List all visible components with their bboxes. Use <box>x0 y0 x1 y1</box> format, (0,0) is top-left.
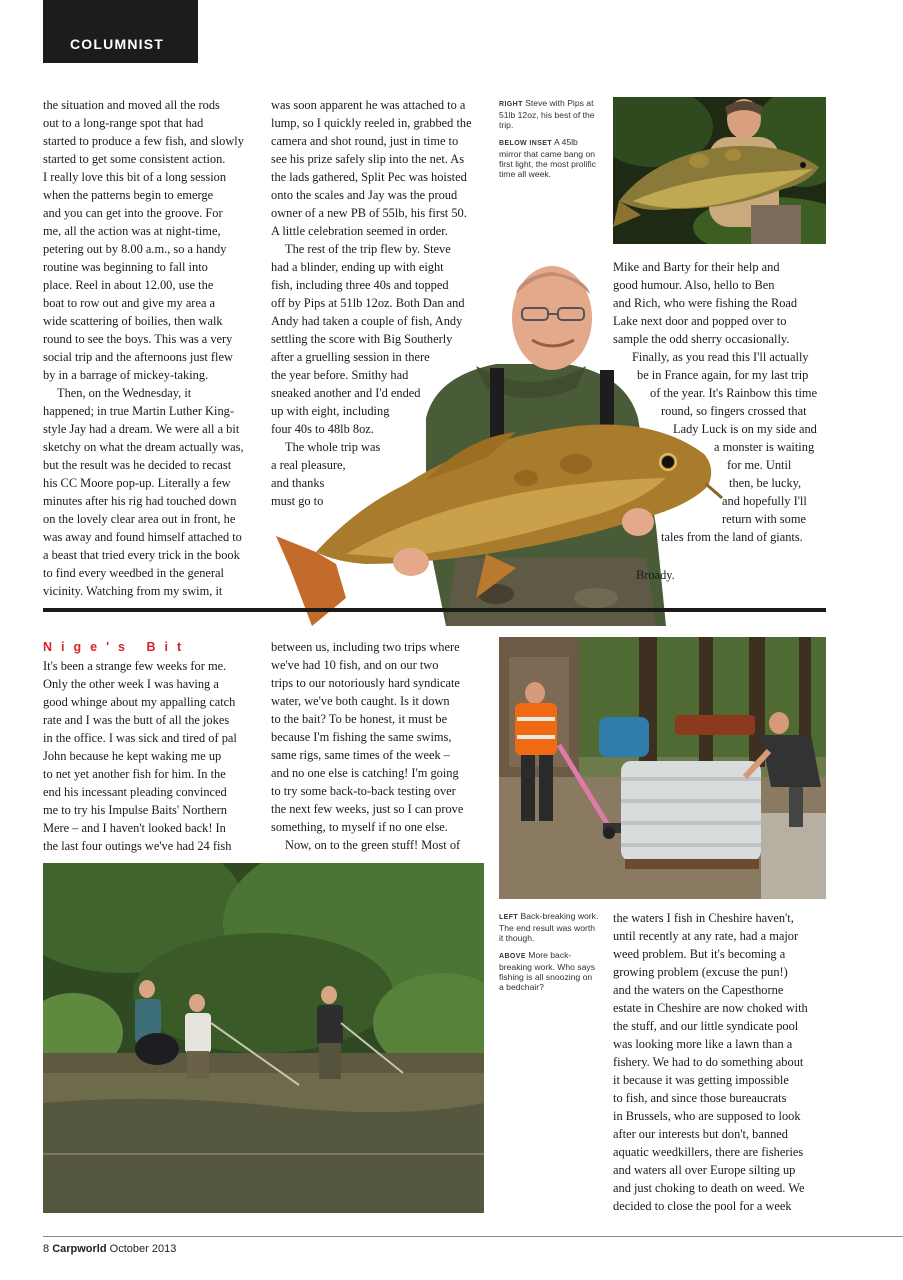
magazine-brand: Carpworld <box>52 1243 107 1255</box>
col-b-line: the lads gathered, Split Pec was hoisted <box>271 170 467 184</box>
col-d-line: me to try his Impulse Baits' Northern <box>43 803 227 817</box>
col-f-line: fishery. We had to do something about <box>613 1055 804 1069</box>
col-a-line: Then, on the Wednesday, it <box>57 386 192 400</box>
col-a-line: out to a long-range spot that had <box>43 116 204 130</box>
col-b-line: lump, so I quickly reeled in, grabbed the <box>271 116 472 130</box>
column-c <box>613 258 828 546</box>
col-d-line: Mere – and I haven't looked back! In <box>43 821 226 835</box>
col-b-line: four 40s to 48lb 8oz. <box>271 422 374 436</box>
col-c-line: round, so fingers crossed that <box>661 404 807 418</box>
caption-right <box>499 98 599 130</box>
col-a-line: style Jay had a dream. We were all a bit <box>43 422 240 436</box>
col-b-line: see his prize safely slip into the net. As <box>271 152 465 166</box>
col-d-line: rate and I was the butt of all the jokes <box>43 713 230 727</box>
col-e-line: Now, on to the green stuff! Most of <box>285 838 461 852</box>
col-c-line: sample the odd sherry occasionally. <box>613 332 790 346</box>
col-e-line: something, to myself if no one else. <box>271 820 448 834</box>
col-f-line: was looking more like a lawn than a <box>613 1037 793 1051</box>
col-d-line: to net yet another fish for him. In the <box>43 767 226 781</box>
col-c-line: Lady Luck is on my side and <box>673 422 817 436</box>
col-b-line: sneaked another and I'd ended <box>271 386 421 400</box>
col-a-line: the situation and moved all the rods <box>43 98 220 112</box>
col-b-line: off by Pips at 51lb 12oz. Both Dan and <box>271 296 465 310</box>
caption-left-text: Back-breaking work. The end result was worth it though. <box>499 911 599 943</box>
col-c-line: then, be lucky, <box>729 476 802 490</box>
col-f-line: estate in Cheshire are now choked with <box>613 1001 808 1015</box>
col-a-line: social trip and the afternoons just flew <box>43 350 233 364</box>
col-b-line: The whole trip was <box>285 440 381 454</box>
photo-weed-clearing-river <box>43 863 484 1213</box>
col-b-line: had a blinder, ending up with eight <box>271 260 444 274</box>
col-a-line: started to get some consistent action. <box>43 152 226 166</box>
col-a-line: but the result was he decided to recast <box>43 458 232 472</box>
footer-rule <box>43 1236 903 1237</box>
col-a-line: on the lovely clear area out in front, he <box>43 512 236 526</box>
col-a-line: I really love this bit of a long session <box>43 170 227 184</box>
col-e-line: to try some back-to-back testing over <box>271 784 456 798</box>
col-a-line: boat to row out and give my area a <box>43 296 216 310</box>
col-e-line: to the bait? To be honest, it must be <box>271 712 448 726</box>
col-f-line: it because it was getting impossible <box>613 1073 789 1087</box>
col-a-line: petering out by 8.00 a.m., so a handy <box>43 242 227 256</box>
col-e-line: and no one else is catching! I'm going <box>271 766 459 780</box>
col-a-line: wide scattering of boilies, then walk <box>43 314 223 328</box>
col-e-line: because I'm fishing the same swims, <box>271 730 452 744</box>
column-d <box>43 638 258 855</box>
caption-left-tag: LEFT <box>499 914 519 921</box>
col-f-line: the stuff, and our little syndicate pool <box>613 1019 799 1033</box>
col-d-line: the last four outings we've had 24 fish <box>43 839 232 853</box>
section-title: Nige's Bit <box>43 640 191 654</box>
issue-date: October 2013 <box>109 1243 177 1255</box>
col-a-line: me, all the action was at night-time, <box>43 224 221 238</box>
page-number: 8 <box>43 1243 50 1255</box>
col-e-line: water, we've both caught. Is it down <box>271 694 450 708</box>
col-f-line: after our interests but don't, banned <box>613 1127 788 1141</box>
col-a-line: his CC Moore pop-up. Literally a few <box>43 476 231 490</box>
col-d-line: It's been a strange few weeks for me. <box>43 659 227 673</box>
col-b-line: onto the scales and Jay was the proud <box>271 188 458 202</box>
col-f-line: the waters I fish in Cheshire haven't, <box>613 911 794 925</box>
col-f-line: until recently at any rate, had a major <box>613 929 799 943</box>
section-tab <box>43 0 198 63</box>
caption-inset-tag: BELOW INSET <box>499 140 553 147</box>
col-a-line: round to see the boys. This was a very <box>43 332 233 346</box>
column-a <box>43 96 258 600</box>
col-c-line: Mike and Barty for their help and <box>613 260 780 274</box>
col-c-line: of the year. It's Rainbow this time <box>650 386 818 400</box>
col-b-line: must go to <box>271 494 324 508</box>
col-f-line: aquatic weedkillers, there are fisheries <box>613 1145 804 1159</box>
col-f-line: weed problem. But it's becoming a <box>613 947 786 961</box>
col-d-line: end his incessant pleading convinced <box>43 785 227 799</box>
col-c-line: Lake next door and popped over to <box>613 314 787 328</box>
col-a-line: to find every weedbed in the general <box>43 566 224 580</box>
col-e-line: between us, including two trips where <box>271 640 460 654</box>
col-a-line: vicinity. Watching from my swim, it <box>43 584 223 598</box>
col-c-line: and hopefully I'll <box>722 494 807 508</box>
section-tab-label: COLUMNIST <box>70 36 165 52</box>
col-b-line: Andy had taken a couple of fish, Andy <box>271 314 463 328</box>
col-f-line: and waters all over Europe silting up <box>613 1163 796 1177</box>
col-b-line: a real pleasure, <box>271 458 346 472</box>
col-d-line: Only the other week I was having a <box>43 677 219 691</box>
caption-above <box>499 950 599 992</box>
col-b-line: A little celebration seemed in order. <box>271 224 448 238</box>
col-d-line: John because he kept waking me up <box>43 749 222 763</box>
col-c-line: Finally, as you read this I'll actually <box>632 350 809 364</box>
col-c-line: and Rich, who were fishing the Road <box>613 296 798 310</box>
caption-above-text: More back-breaking work. Who says fishing is all snoozing on a bedchair? <box>499 950 595 992</box>
col-a-line: when the patterns begin to emerge <box>43 188 214 202</box>
col-f-line: to fish, and since those bureaucrats <box>613 1091 787 1105</box>
page-footer <box>43 1243 176 1255</box>
col-a-line: minutes after his rig had touched down <box>43 494 237 508</box>
col-a-line: routine was beginning to fall into <box>43 260 208 274</box>
col-e-line: trips to our notoriously hard syndicate <box>271 676 460 690</box>
caption-above-tag: ABOVE <box>499 953 526 960</box>
col-b-line: after a gruelling session in there <box>271 350 430 364</box>
col-d-line: in the office. I was sick and tired of pal <box>43 731 237 745</box>
col-a-line: place. Reel in about 12.00, use the <box>43 278 214 292</box>
inset-photo-45lb-mirror <box>613 97 826 244</box>
col-e-line: same rigs, same times of the week – <box>271 748 450 762</box>
col-a-line: and you can get into the groove. For <box>43 206 223 220</box>
col-b-line: up with eight, including <box>271 404 390 418</box>
column-e <box>271 638 481 854</box>
col-a-line: a beast that tried every trick in the book <box>43 548 240 562</box>
caption-inset-text: A 45lb mirror that came bang on first light, the most prolific time all week. <box>499 137 596 179</box>
col-a-line: by in a barrage of mickey-taking. <box>43 368 209 382</box>
col-c-line: a monster is waiting <box>714 440 815 454</box>
col-c-line: tales from the land of giants. <box>661 530 803 544</box>
caption-right-tag: RIGHT <box>499 101 523 108</box>
col-f-line: decided to close the pool for a week <box>613 1199 792 1213</box>
caption-left <box>499 911 599 943</box>
col-b-line: owner of a new PB of 55lb, his first 50. <box>271 206 467 220</box>
col-b-line: camera and shot round, just in time to <box>271 134 459 148</box>
col-a-line: was away and found himself attached to <box>43 530 242 544</box>
col-b-line: the year before. Smithy had <box>271 368 409 382</box>
col-a-line: sketchy on what the dream actually was, <box>43 440 244 454</box>
section-divider <box>43 608 826 612</box>
col-c-line: return with some <box>722 512 806 526</box>
photo-pallet-bait-delivery <box>499 637 826 899</box>
col-f-line: and the waters on the Capesthorne <box>613 983 784 997</box>
caption-inset <box>499 137 599 179</box>
col-b-line: settling the score with Big Southerly <box>271 332 453 346</box>
col-a-line: happened; in true Martin Luther King- <box>43 404 234 418</box>
col-b-line: fish, including three 40s and topped <box>271 278 449 292</box>
col-c-line: be in France again, for my last trip <box>637 368 809 382</box>
col-b-line: The rest of the trip flew by. Steve <box>285 242 451 256</box>
col-f-line: in Brussels, who are supposed to look <box>613 1109 801 1123</box>
col-c-line: for me. Until <box>727 458 792 472</box>
signoff: Broady. <box>636 568 675 582</box>
col-c-line: good humour. Also, hello to Ben <box>613 278 775 292</box>
col-b-line: and thanks <box>271 476 325 490</box>
column-f <box>613 909 828 1215</box>
col-f-line: and just choking to death on weed. We <box>613 1181 805 1195</box>
col-b-line: was soon apparent he was attached to a <box>271 98 466 112</box>
col-e-line: we've had 10 fish, and on our two <box>271 658 439 672</box>
col-e-line: the next few weeks, just so I can prove <box>271 802 464 816</box>
col-a-line: started to produce a few fish, and slowly <box>43 134 244 148</box>
caption-right-text: Steve with Pips at 51lb 12oz, his best of the trip. <box>499 98 595 130</box>
col-d-line: good whinge about my appalling catch <box>43 695 236 709</box>
col-f-line: growing problem (excuse the pun!) <box>613 965 788 979</box>
